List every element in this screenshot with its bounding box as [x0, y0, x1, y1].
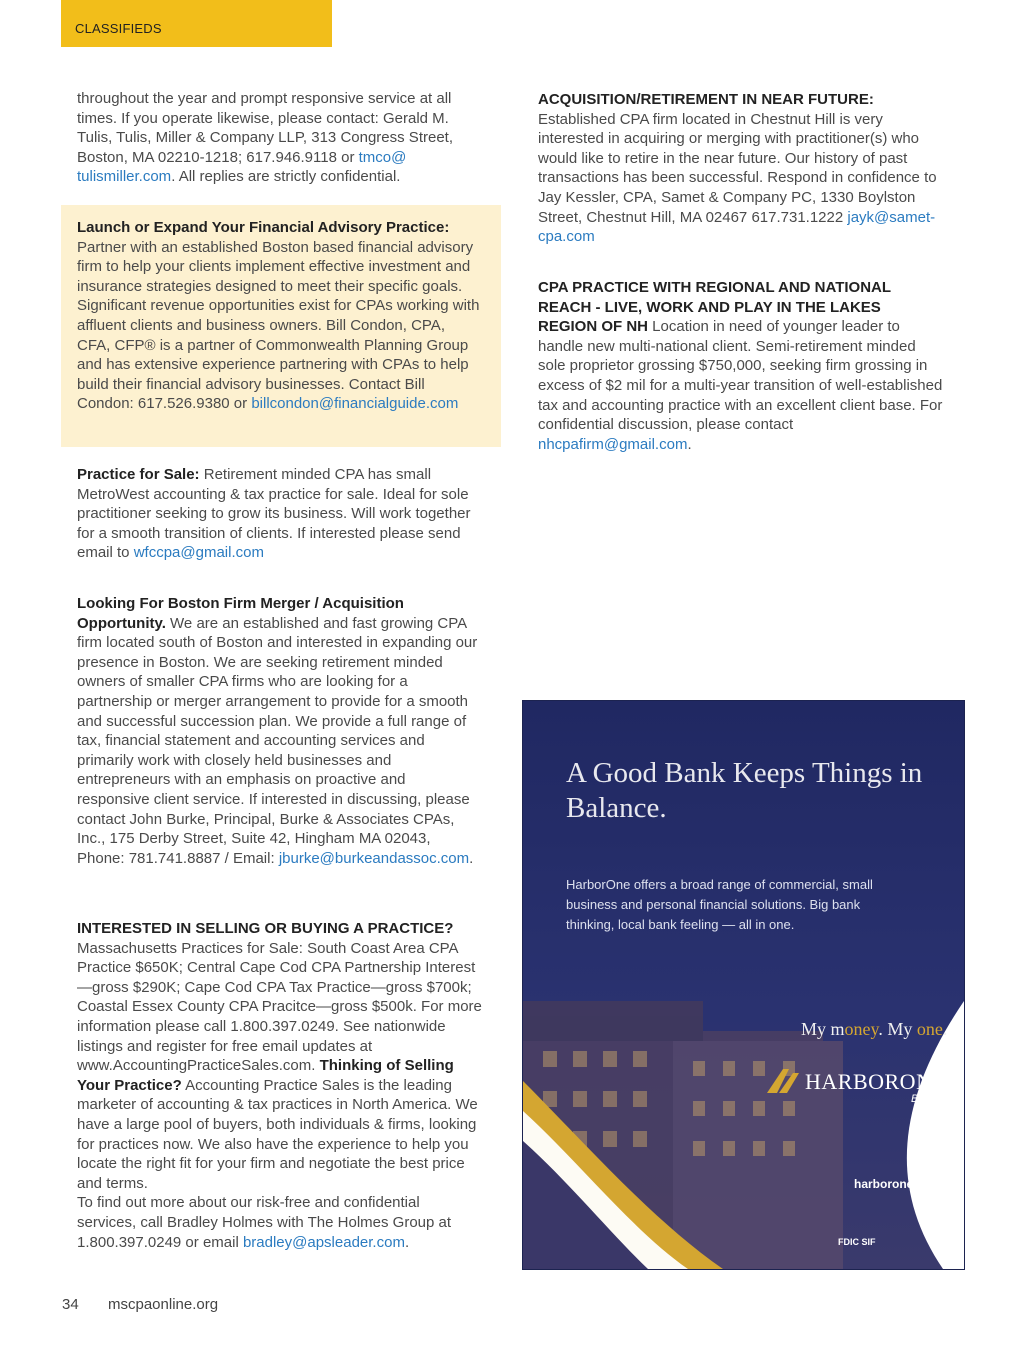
ad-brand-name: HARBORONE [805, 1069, 947, 1094]
sale-title: Practice for Sale: [77, 466, 200, 483]
sale-listing: Practice for Sale: Retirement minded CPA has small MetroWest accounting & tax practice for sale. Ideal for sole practitioner seeking to grow its business. Will work together for a smooth transition of clients. If interested please send email to wfccpa@gmail.com [77, 466, 471, 562]
section-tab [61, 0, 332, 47]
ad-brand-bank: Bank [911, 1093, 937, 1105]
merger-title: Looking For Boston Firm Merger / Acquisition Opportunity. [77, 595, 404, 632]
left-column [77, 89, 482, 187]
launch-listing: Launch or Expand Your Financial Advisory Practice: Partner with an established Boston based financial advisory firm to help your clients implement effective investment and insurance strategies designed to meet their specific goals. Significant revenue opportunities exist for CPAs working with affluent clients and business owners. Bill Condon, CPA, CFA, CFP® is a partner of Commonwealth Planning Group and has extensive experience partnering with CPAs to help build their financial advisory businesses. Contact Bill Condon: 617.526.9380 or billcondon@financialguide.com [77, 219, 480, 413]
nh-listing: CPA PRACTICE WITH REGIONAL AND NATIONAL REACH - LIVE, WORK AND PLAY IN THE LAKES REGION OF NH Location in need of younger leader to handle new multi-national client. Semi-retirement minded sole proprietor grossing $750,000, seeking firm grossing in excess of $2 mil for a multi-year transition of well-established tax and accounting practice with an excellent client base. For confidential discussion, please contact nhcpafirm@gmail.com. [538, 279, 943, 453]
condon-email-link[interactable]: billcondon@financialguide.com [251, 395, 459, 413]
interested-listing: INTERESTED IN SELLING OR BUYING A PRACTICE? Massachusetts Practices for Sale: South Coast Area CPA Practice $650K; Central Cape Cod CPA Partnership Interest—gross $290K; Cape Cod CPA Tax Practice—gross $700k; Coastal Essex County CPA Pracitce—gross $500k. For more information please call 1.800.397.0249. See nationwide listings and register for free email updates at www.AccountingPracticeSales.com. Thinking of Selling Your Practice? Accounting Practice Sales is the leading marketer of accounting & tax practices in North America. We have a large pool of buyers, both individuals & firms, looking for practices now. We also have the experience to help you locate the right fit for your firm and negotiate the best price and terms. To find out more about our risk-free and confidential services, call Bradley Holmes with The Holmes Group at 1.800.397.0249 or email bradley@apsleader.com. [77, 920, 482, 1251]
wfccpa-email-link[interactable]: wfccpa@gmail.com [133, 544, 264, 562]
ad-tagline: My money. My one. [801, 1019, 948, 1039]
ad-url[interactable]: harborone.com [854, 1177, 942, 1191]
page-number: 34 [62, 1296, 79, 1313]
site-url[interactable]: mscpaonline.org [108, 1296, 219, 1313]
ad-fdic-badge: FDIC SIF [838, 1237, 876, 1247]
acquisition-title: ACQUISITION/RETIREMENT IN NEAR FUTURE: [538, 91, 874, 108]
samet-email-link[interactable]: jayk@samet-cpa.com [538, 208, 936, 246]
nhcpa-email-link[interactable]: nhcpafirm@gmail.com [538, 435, 688, 453]
continued-listing: throughout the year and prompt responsive service at all times. If you operate likewise, please contact: Gerald M. Tulis, Tulis, Miller & Company LLP, 313 Congress Street, Boston, MA 02210-1218; 617.946.9118 or tmco@ tulismiller.com. All replies are strictly confidential. [77, 90, 453, 186]
nh-title: CPA PRACTICE WITH REGIONAL AND NATIONAL REACH - LIVE, WORK AND PLAY IN THE LAKES REGION OF NH [538, 279, 891, 336]
section-label: CLASSIFIEDS [75, 21, 162, 36]
burke-email-link[interactable]: jburke@burkeandassoc.com [278, 849, 470, 867]
ad-headline: A Good Bank Keeps Things in Balance. [566, 757, 923, 824]
launch-title: Launch or Expand Your Financial Advisory Practice: [77, 219, 450, 236]
interested-title: INTERESTED IN SELLING OR BUYING A PRACTICE? [77, 920, 454, 937]
holmes-email-link[interactable]: bradley@apsleader.com [242, 1233, 405, 1251]
ad-body-text: HarborOne offers a broad range of commercial, small business and personal financial solutions. Big bank thinking, local bank feeling — all in one. [566, 877, 873, 932]
acquisition-listing: ACQUISITION/RETIREMENT IN NEAR FUTURE: Established CPA firm located in Chestnut Hill is very interested in acquiring or merging with practitioner(s) who would like to retire in the near future. Our history of past transactions has been successful. Respond in confidence to Jay Kessler, CPA, Samet & Company PC, 1330 Boylston Street, Chestnut Hill, MA 02467 617.731.1222 jayk@samet-cpa.com [538, 91, 937, 246]
tulis-email-link[interactable]: tmco@ tulismiller.com [77, 148, 407, 186]
merger-listing: Looking For Boston Firm Merger / Acquisition Opportunity. We are an established and fast growing CPA firm located south of Boston and interested in expanding our presence in Boston. We are seeking retirement minded owners of smaller CPA firms who are looking for a partnership or merger arrangement to provide for a smooth and successful succession plan. We provide a full range of tax, financial statement and accounting services and primarily work with closely held businesses and entrepreneurs with an emphasis on proactive and responsive client service. If interested in discussing, please contact John Burke, Principal, Burke & Associates CPAs, Inc., 175 Derby Street, Suite 42, Hingham MA 02043, Phone: 781.741.8887 / Email: jburke@burkeandassoc.com. [77, 595, 478, 867]
harborone-advertisement[interactable] [522, 700, 965, 1270]
thinking-title: Thinking of Selling Your Practice? [77, 1057, 454, 1094]
